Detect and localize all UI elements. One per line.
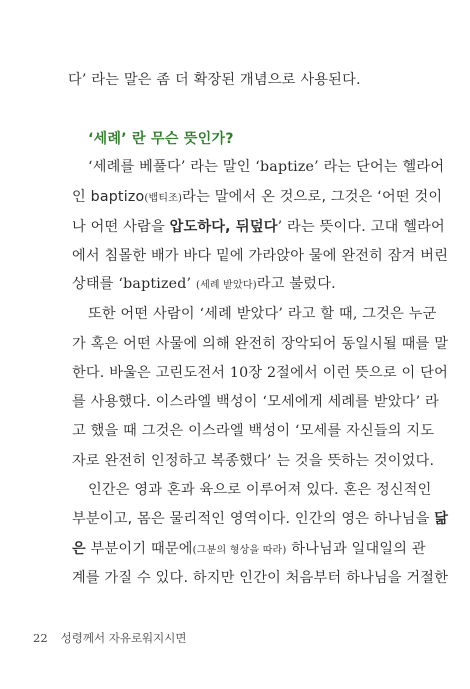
paragraph2-line2: 가 혹은 어떤 사물에 의해 완전히 장악되어 동일시될 때를 말 [72,336,449,352]
paragraph1-line3 [72,217,445,237]
text-span: 라고 불렀다. [256,276,336,292]
translation-note: (세례 받았다) [195,280,257,291]
paragraph0-line1: 다’ 라는 말은 좀 더 확장된 개념으로 사용된다. [68,72,361,88]
emphasis-text: 닮 [434,511,449,527]
paragraph1-line1: ‘세례를 베풀다’ 라는 말인 ‘baptize’ 라는 단어는 헬라어 [88,159,445,175]
running-title: 성령께서 자유로워지시면 [60,631,187,645]
paragraph3-line3 [72,539,426,561]
parenthetical-note: (그분의 형상을 따라) [192,545,287,556]
text-span: 상태를 ‘baptized’ [72,276,196,292]
paragraph2-line3: 한다. 바울은 고린도전서 10장 2절에서 이런 뜻으로 이 단어 [72,365,448,381]
section-heading: ‘세례’ 란 무슨 뜻인가? [88,131,234,147]
paragraph3-line1: 인간은 영과 혼과 육으로 이루어져 있다. 혼은 정신적인 [88,482,432,498]
text-span: 하나님과 일대일의 관 [286,541,426,557]
paragraph3-line4: 계를 가질 수 있다. 하지만 인간이 처음부터 하나님을 거절한 [72,570,449,586]
text-span: 부분이기 때문에 [85,541,193,557]
paragraph3-line2 [72,509,448,529]
text-span: 라는 말에서 온 것으로, 그것은 ‘어떤 것이 [182,189,443,205]
paragraph2-line6: 자로 완전히 인정하고 복종했다’ 는 것을 뜻하는 것이었다. [72,453,435,469]
pronunciation-note: (뱁티조) [144,193,183,204]
page-footer [33,630,187,646]
text-span: 인 [72,189,91,205]
paragraph2-line4: 를 사용했다. 이스라엘 백성이 ‘모세에게 세례를 받았다’ 라 [72,394,439,410]
paragraph2-line1: 또한 어떤 사람이 ‘세례 받았다’ 라고 할 때, 그것은 누군 [88,306,437,322]
term-baptizo: baptizo [90,189,145,205]
paragraph1-line2 [72,187,442,209]
page-number: 22 [33,631,48,645]
emphasis-text: 은 [72,541,86,557]
text-span: 나 어떤 사람을 [72,219,170,235]
paragraph2-line5: 고 했을 때 그것은 이스라엘 백성이 ‘모세를 자신들의 지도 [72,423,435,439]
text-span: 부분이고, 몸은 물리적인 영역이다. 인간의 영은 하나님을 [72,511,435,527]
text-span: ’ 라는 뜻이다. 고대 헬라어 [277,219,445,235]
emphasis-text: 압도하다, 뒤덮다 [169,219,278,235]
paragraph1-line5 [72,274,336,296]
paragraph1-line4: 에서 침몰한 배가 바다 밑에 가라앉아 물에 완전히 잠겨 버린 [72,248,449,264]
